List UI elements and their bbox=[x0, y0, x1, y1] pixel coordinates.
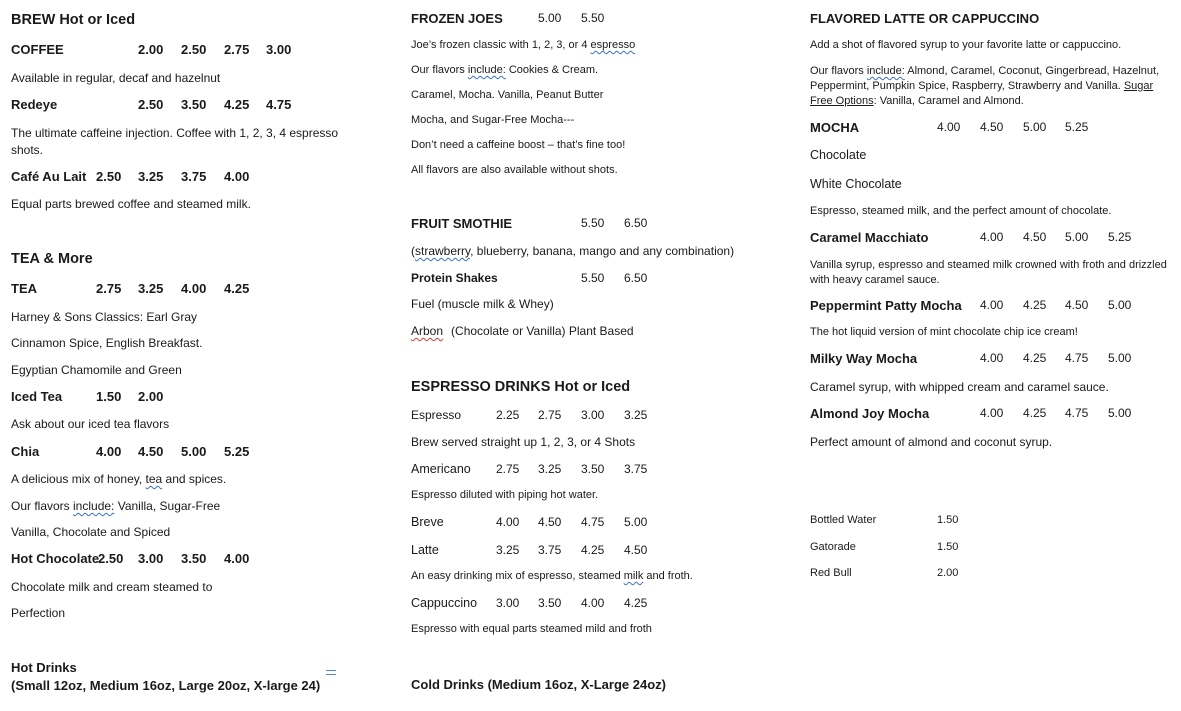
cappuccino-name: Cappuccino bbox=[411, 596, 478, 610]
frozen-desc-5: Don’t need a caffeine boost – that’s fine too! bbox=[411, 139, 626, 151]
cold-drinks-footer: Cold Drinks (Medium 16oz, X-Large 24oz) bbox=[411, 677, 666, 692]
almondjoy-price-2: 4.25 bbox=[1023, 406, 1047, 420]
tea-price-1: 2.75 bbox=[96, 281, 122, 296]
chia-desc-1c: and spices. bbox=[162, 472, 227, 486]
hot-drinks-sizes: (Small 12oz, Medium 16oz, Large 20oz, X-large 24) bbox=[11, 678, 321, 693]
protein-price-2: 6.50 bbox=[624, 271, 648, 285]
cappuccino-price-4: 4.25 bbox=[624, 596, 648, 610]
macchiato-price-1: 4.00 bbox=[980, 230, 1004, 244]
redeye-price-2: 3.50 bbox=[181, 97, 207, 112]
latte-price-2: 3.75 bbox=[538, 543, 562, 557]
tea-price-2: 3.25 bbox=[138, 281, 164, 296]
espresso-row bbox=[411, 408, 711, 422]
americano-desc: Espresso diluted with piping hot water. bbox=[411, 489, 599, 501]
americano-name: Americano bbox=[411, 462, 471, 476]
flavors-line-1a: Our flavors bbox=[810, 65, 867, 77]
almondjoy-price-1: 4.00 bbox=[980, 406, 1004, 420]
coffee-desc: Available in regular, decaf and hazelnut bbox=[11, 71, 221, 85]
arbon-desc: (Chocolate or Vanilla) Plant Based bbox=[451, 324, 634, 338]
chia-name: Chia bbox=[11, 444, 40, 459]
breve-price-1: 4.00 bbox=[496, 515, 520, 529]
breve-price-3: 4.75 bbox=[581, 515, 605, 529]
redeye-price-1: 2.50 bbox=[138, 97, 164, 112]
cappuccino-price-3: 4.00 bbox=[581, 596, 605, 610]
hot-chocolate-row bbox=[11, 551, 311, 567]
frozen-desc-1 bbox=[411, 39, 635, 52]
protein-price-1: 5.50 bbox=[581, 271, 605, 285]
latte-name: Latte bbox=[411, 543, 439, 557]
coffee-name: COFFEE bbox=[11, 42, 64, 57]
smoothie-price-2: 6.50 bbox=[624, 216, 648, 230]
chia-desc-2 bbox=[11, 499, 220, 513]
coffee-price-3: 2.75 bbox=[224, 42, 250, 57]
milkyway-price-1: 4.00 bbox=[980, 351, 1004, 365]
peppermint-price-4: 5.00 bbox=[1108, 298, 1132, 312]
frozen-desc-2 bbox=[411, 64, 598, 77]
milkyway-desc: Caramel syrup, with whipped cream and caramel sauce. bbox=[810, 380, 1109, 394]
americano-price-2: 3.25 bbox=[538, 462, 562, 476]
latte-row bbox=[411, 543, 711, 558]
americano-price-1: 2.75 bbox=[496, 462, 520, 476]
frozen-joes-price-1: 5.00 bbox=[538, 11, 562, 25]
gatorade-name: Gatorade bbox=[810, 541, 856, 553]
column-flavored bbox=[810, 0, 1170, 711]
macchiato-name: Caramel Macchiato bbox=[810, 230, 929, 245]
mocha-price-4: 5.25 bbox=[1065, 120, 1089, 134]
flavored-heading: FLAVORED LATTE OR CAPPUCCINO bbox=[810, 11, 1040, 26]
peppermint-price-3: 4.50 bbox=[1065, 298, 1089, 312]
breve-row bbox=[411, 515, 711, 530]
cafe-price-3: 3.75 bbox=[181, 169, 207, 184]
mocha-price-1: 4.00 bbox=[937, 120, 961, 134]
water-price: 1.50 bbox=[937, 514, 959, 526]
protein-name: Protein Shakes bbox=[411, 271, 498, 285]
coffee-price-2: 2.50 bbox=[181, 42, 207, 57]
macchiato-price-2: 4.50 bbox=[1023, 230, 1047, 244]
brew-heading: BREW Hot or Iced bbox=[11, 12, 136, 28]
chia-desc-1a: A delicious mix of honey, bbox=[11, 472, 146, 486]
cafe-price-4: 4.00 bbox=[224, 169, 250, 184]
tea-price-4: 4.25 bbox=[224, 281, 250, 296]
peppermint-row bbox=[810, 298, 1160, 314]
frozen-desc-2c: Cookies & Cream. bbox=[505, 64, 599, 76]
almondjoy-price-3: 4.75 bbox=[1065, 406, 1089, 420]
column-brew-tea bbox=[11, 0, 391, 711]
americano-price-4: 3.75 bbox=[624, 462, 648, 476]
cafe-price-1: 2.50 bbox=[96, 169, 122, 184]
latte-desc-c: and froth. bbox=[643, 570, 693, 582]
hot-drinks-footer: Hot Drinks bbox=[11, 660, 77, 675]
smoothie-row bbox=[411, 216, 711, 232]
cafe-desc: Equal parts brewed coffee and steamed milk. bbox=[11, 197, 251, 211]
tea-desc-3: Egyptian Chamomile and Green bbox=[11, 363, 182, 377]
espresso-desc: Brew served straight up 1, 2, 3, or 4 Shots bbox=[411, 435, 636, 449]
arbon-row bbox=[411, 324, 634, 338]
mocha-price-2: 4.50 bbox=[980, 120, 1004, 134]
flavors-line-2b: Sugar bbox=[1123, 80, 1154, 92]
redeye-row bbox=[11, 97, 311, 113]
breve-name: Breve bbox=[411, 515, 444, 529]
mocha-desc: Espresso, steamed milk, and the perfect amount of chocolate. bbox=[810, 205, 1112, 217]
chia-row bbox=[11, 444, 311, 460]
smoothie-desc-a: ( bbox=[411, 244, 415, 258]
smoothie-name: FRUIT SMOTHIE bbox=[411, 216, 513, 231]
iced-tea-row bbox=[11, 389, 311, 405]
chia-desc-1b: tea bbox=[145, 472, 163, 486]
chia-desc-2c: Vanilla, Sugar-Free bbox=[114, 499, 221, 513]
latte-desc bbox=[411, 570, 693, 583]
mocha-name: MOCHA bbox=[810, 120, 860, 135]
frozen-desc-1b: espresso bbox=[590, 39, 636, 51]
almondjoy-desc: Perfect amount of almond and coconut syrup. bbox=[810, 435, 1053, 449]
chia-desc-2a: Our flavors bbox=[11, 499, 74, 513]
hot-chocolate-desc-2: Perfection bbox=[11, 606, 66, 620]
frozen-desc-4: Mocha, and Sugar-Free Mocha--- bbox=[411, 114, 575, 126]
peppermint-price-1: 4.00 bbox=[980, 298, 1004, 312]
espresso-price-2: 2.75 bbox=[538, 408, 562, 422]
chia-desc-2b: include: bbox=[73, 499, 115, 513]
flavors-line-1c: Almond, Caramel, Coconut, Gingerbread, Hazelnut, bbox=[904, 65, 1160, 77]
espresso-price-3: 3.00 bbox=[581, 408, 605, 422]
protein-row bbox=[411, 271, 711, 285]
mocha-option-1: Chocolate bbox=[810, 148, 867, 162]
redeye-desc-1: The ultimate caffeine injection. Coffee with 1, 2, 3, 4 espresso bbox=[11, 126, 339, 140]
frozen-desc-6: All flavors are also available without shots. bbox=[411, 164, 618, 176]
iced-tea-name: Iced Tea bbox=[11, 389, 63, 404]
gatorade-row bbox=[810, 541, 1010, 554]
water-name: Bottled Water bbox=[810, 514, 877, 526]
iced-tea-price-2: 2.00 bbox=[138, 389, 164, 404]
redeye-desc-2: shots. bbox=[11, 143, 44, 157]
peppermint-name: Peppermint Patty Mocha bbox=[810, 298, 962, 313]
peppermint-price-2: 4.25 bbox=[1023, 298, 1047, 312]
almondjoy-name: Almond Joy Mocha bbox=[810, 406, 930, 421]
frozen-joes-row bbox=[411, 11, 711, 27]
macchiato-desc-2: with heavy caramel sauce. bbox=[810, 274, 940, 286]
hot-chocolate-price-4: 4.00 bbox=[224, 551, 250, 566]
smoothie-price-1: 5.50 bbox=[581, 216, 605, 230]
redbull-price: 2.00 bbox=[937, 567, 959, 579]
cafe-name: Café Au Lait bbox=[11, 169, 87, 184]
espresso-price-1: 2.25 bbox=[496, 408, 520, 422]
frozen-desc-3: Caramel, Mocha. Vanilla, Peanut Butter bbox=[411, 89, 604, 101]
macchiato-desc-1: Vanilla syrup, espresso and steamed milk crowned with froth and drizzled bbox=[810, 259, 1167, 271]
americano-price-3: 3.50 bbox=[581, 462, 605, 476]
americano-row bbox=[411, 462, 711, 477]
mocha-price-3: 5.00 bbox=[1023, 120, 1047, 134]
iced-tea-price-1: 1.50 bbox=[96, 389, 122, 404]
tea-desc-1: Harney & Sons Classics: Earl Gray bbox=[11, 310, 198, 324]
latte-price-4: 4.50 bbox=[624, 543, 648, 557]
coffee-price-1: 2.00 bbox=[138, 42, 164, 57]
latte-price-3: 4.25 bbox=[581, 543, 605, 557]
redeye-name: Redeye bbox=[11, 97, 58, 112]
arbon-name: Arbon bbox=[411, 324, 444, 338]
hot-chocolate-desc-1: Chocolate milk and cream steamed to bbox=[11, 580, 213, 594]
hot-chocolate-price-2: 3.00 bbox=[138, 551, 164, 566]
hot-chocolate-price-3: 3.50 bbox=[181, 551, 207, 566]
chia-desc-1 bbox=[11, 472, 226, 486]
milkyway-price-2: 4.25 bbox=[1023, 351, 1047, 365]
tea-price-3: 4.00 bbox=[181, 281, 207, 296]
redeye-price-4: 4.75 bbox=[266, 97, 292, 112]
hot-chocolate-price-1: 2.50 bbox=[98, 551, 124, 566]
macchiato-price-4: 5.25 bbox=[1108, 230, 1132, 244]
chia-price-2: 4.50 bbox=[138, 444, 164, 459]
latte-desc-a: An easy drinking mix of espresso, steamed bbox=[411, 570, 624, 582]
flavors-line-2a: Peppermint, Pumpkin Spice, Raspberry, Strawberry and Vanilla. bbox=[810, 80, 1124, 92]
mocha-option-2: White Chocolate bbox=[810, 177, 902, 191]
flavors-line-1 bbox=[810, 65, 1159, 78]
cappuccino-price-2: 3.50 bbox=[538, 596, 562, 610]
macchiato-row bbox=[810, 230, 1160, 246]
frozen-desc-2b: include: bbox=[467, 64, 506, 76]
coffee-row bbox=[11, 42, 311, 58]
flavors-line-1b: include: bbox=[866, 65, 905, 77]
chia-price-4: 5.25 bbox=[224, 444, 250, 459]
frozen-desc-2a: Our flavors bbox=[411, 64, 468, 76]
chia-price-3: 5.00 bbox=[181, 444, 207, 459]
equals-mark bbox=[326, 670, 336, 675]
redbull-row bbox=[810, 567, 1010, 580]
frozen-joes-name: FROZEN JOES bbox=[411, 11, 503, 26]
redeye-price-3: 4.25 bbox=[224, 97, 250, 112]
column-frozen-espresso bbox=[411, 0, 801, 711]
milkyway-name: Milky Way Mocha bbox=[810, 351, 918, 366]
frozen-desc-1a: Joe’s frozen classic with 1, 2, 3, or 4 bbox=[411, 39, 591, 51]
macchiato-price-3: 5.00 bbox=[1065, 230, 1089, 244]
smoothie-desc-c: , blueberry, banana, mango and any combination) bbox=[470, 244, 735, 258]
chia-desc-3: Vanilla, Chocolate and Spiced bbox=[11, 525, 171, 539]
espresso-heading: ESPRESSO DRINKS Hot or Iced bbox=[411, 379, 631, 395]
chia-price-1: 4.00 bbox=[96, 444, 122, 459]
iced-tea-desc: Ask about our iced tea flavors bbox=[11, 417, 170, 431]
flavors-line-3 bbox=[810, 95, 1024, 108]
protein-desc: Fuel (muscle milk & Whey) bbox=[411, 297, 554, 311]
mocha-row bbox=[810, 120, 1110, 136]
latte-price-1: 3.25 bbox=[496, 543, 520, 557]
milkyway-row bbox=[810, 351, 1160, 367]
almondjoy-row bbox=[810, 406, 1160, 422]
milkyway-price-4: 5.00 bbox=[1108, 351, 1132, 365]
cafe-price-2: 3.25 bbox=[138, 169, 164, 184]
flavors-line-3a: Free Options bbox=[810, 95, 874, 107]
tea-name: TEA bbox=[11, 281, 37, 296]
breve-price-2: 4.50 bbox=[538, 515, 562, 529]
coffee-price-4: 3.00 bbox=[266, 42, 292, 57]
tea-row bbox=[11, 281, 311, 297]
espresso-name: Espresso bbox=[411, 408, 462, 422]
cappuccino-price-1: 3.00 bbox=[496, 596, 520, 610]
hot-chocolate-name: Hot Chocolate bbox=[11, 551, 100, 566]
smoothie-desc-b: strawberry bbox=[415, 244, 471, 258]
breve-price-4: 5.00 bbox=[624, 515, 648, 529]
milkyway-price-3: 4.75 bbox=[1065, 351, 1089, 365]
tea-desc-2: Cinnamon Spice, English Breakfast. bbox=[11, 336, 203, 350]
cappuccino-desc: Espresso with equal parts steamed mild and froth bbox=[411, 623, 652, 635]
gatorade-price: 1.50 bbox=[937, 541, 959, 553]
cafe-row bbox=[11, 169, 311, 185]
tea-heading: TEA & More bbox=[11, 251, 93, 267]
flavors-line-2 bbox=[810, 80, 1153, 93]
smoothie-desc bbox=[411, 244, 734, 258]
cappuccino-row bbox=[411, 596, 711, 611]
flavored-desc: Add a shot of flavored syrup to your favorite latte or cappuccino. bbox=[810, 39, 1122, 51]
flavors-line-3b: : Vanilla, Caramel and Almond. bbox=[873, 95, 1024, 107]
peppermint-desc: The hot liquid version of mint chocolate chip ice cream! bbox=[810, 326, 1078, 338]
latte-desc-b: milk bbox=[623, 570, 644, 582]
frozen-joes-price-2: 5.50 bbox=[581, 11, 605, 25]
redbull-name: Red Bull bbox=[810, 567, 852, 579]
water-row bbox=[810, 514, 1010, 527]
espresso-price-4: 3.25 bbox=[624, 408, 648, 422]
almondjoy-price-4: 5.00 bbox=[1108, 406, 1132, 420]
